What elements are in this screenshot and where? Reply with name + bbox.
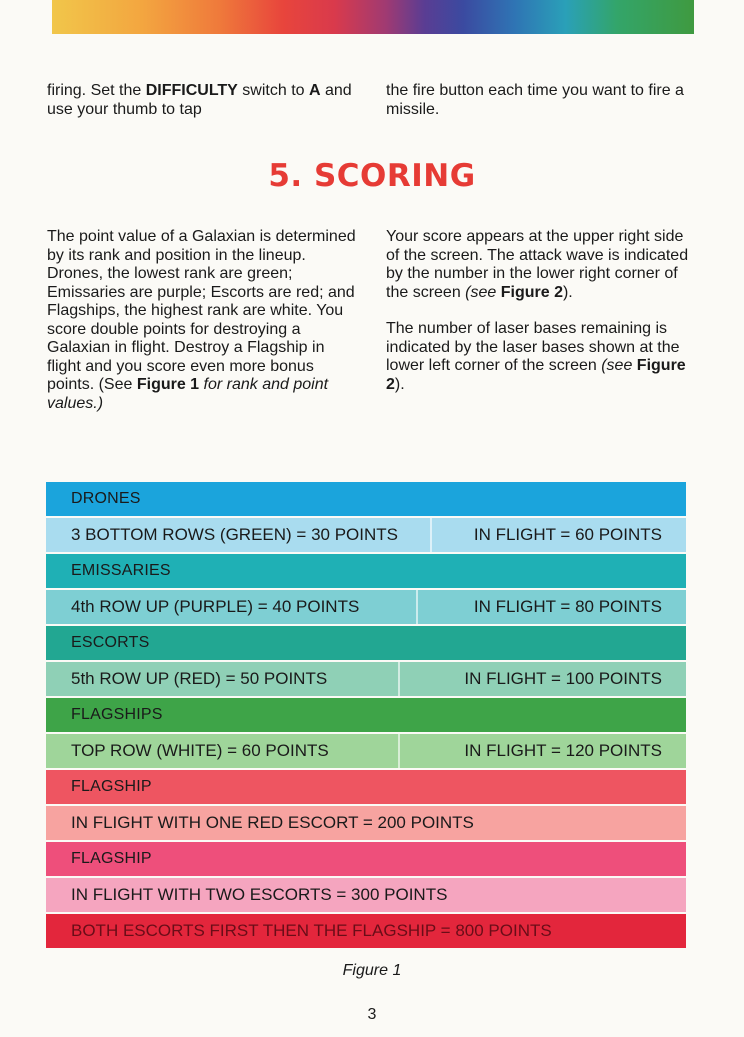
table-row — [46, 878, 686, 912]
table-rank-header — [46, 626, 686, 660]
row-flight-points: IN FLIGHT = 120 POINTS — [398, 734, 686, 768]
row-flight-points: IN FLIGHT = 80 POINTS — [416, 590, 686, 624]
row-flight-points: IN FLIGHT = 100 POINTS — [398, 662, 686, 696]
table-rank-header — [46, 770, 686, 804]
section-heading: 5. SCORING — [268, 158, 476, 194]
table-row — [46, 914, 686, 948]
table-row — [46, 662, 686, 696]
table-rank-header — [46, 482, 686, 516]
table-rank-header — [46, 698, 686, 732]
rainbow-banner — [52, 0, 694, 34]
table-row — [46, 590, 686, 624]
row-points: IN FLIGHT WITH ONE RED ESCORT = 200 POINTS — [71, 813, 474, 832]
rank-label: FLAGSHIPS — [71, 706, 163, 723]
table-row — [46, 518, 686, 552]
table-row — [46, 806, 686, 840]
row-points: IN FLIGHT WITH TWO ESCORTS = 300 POINTS — [71, 885, 448, 904]
intro-left: firing. Set the DIFFICULTY switch to A and use your thumb to tap — [47, 82, 352, 118]
rank-label: EMISSARIES — [71, 562, 171, 579]
rank-label: DRONES — [71, 490, 141, 507]
row-base-points: TOP ROW (WHITE) = 60 POINTS — [71, 741, 329, 760]
table-rank-header — [46, 842, 686, 876]
page-number: 3 — [367, 1006, 377, 1023]
rank-label: ESCORTS — [71, 634, 150, 651]
figure-caption: Figure 1 — [342, 962, 402, 979]
row-points: BOTH ESCORTS FIRST THEN THE FLAGSHIP = 800 POINTS — [71, 921, 552, 940]
scoring-right-column: Your score appears at the upper right side of the screen. The attack wave is indicated by the number in the lower right corner of the screen (see Figure 2). The number of laser bases remaining is indicated by the laser bases shown at the lower left corner of the screen (see Figure 2). — [386, 228, 689, 393]
rank-label: FLAGSHIP — [71, 778, 152, 795]
intro-right: the fire button each time you want to fire a missile. — [386, 82, 684, 118]
row-flight-points: IN FLIGHT = 60 POINTS — [430, 518, 686, 552]
scoring-table — [46, 482, 686, 950]
table-rank-header — [46, 554, 686, 588]
table-row — [46, 734, 686, 768]
row-base-points: 5th ROW UP (RED) = 50 POINTS — [71, 669, 328, 688]
rank-label: FLAGSHIP — [71, 850, 152, 867]
row-base-points: 4th ROW UP (PURPLE) = 40 POINTS — [71, 597, 360, 616]
scoring-left-column: The point value of a Galaxian is determined by its rank and position in the lineup. Drones, the lowest rank are green; Emissaries are purple; Escorts are red; and Flagships, the highest rank are white. You score double points for destroying a Galaxian in flight. Destroy a Flagship in flight and you score even more bonus points. (See Figure 1 for rank and point values.) — [47, 228, 356, 412]
row-base-points: 3 BOTTOM ROWS (GREEN) = 30 POINTS — [71, 525, 398, 544]
